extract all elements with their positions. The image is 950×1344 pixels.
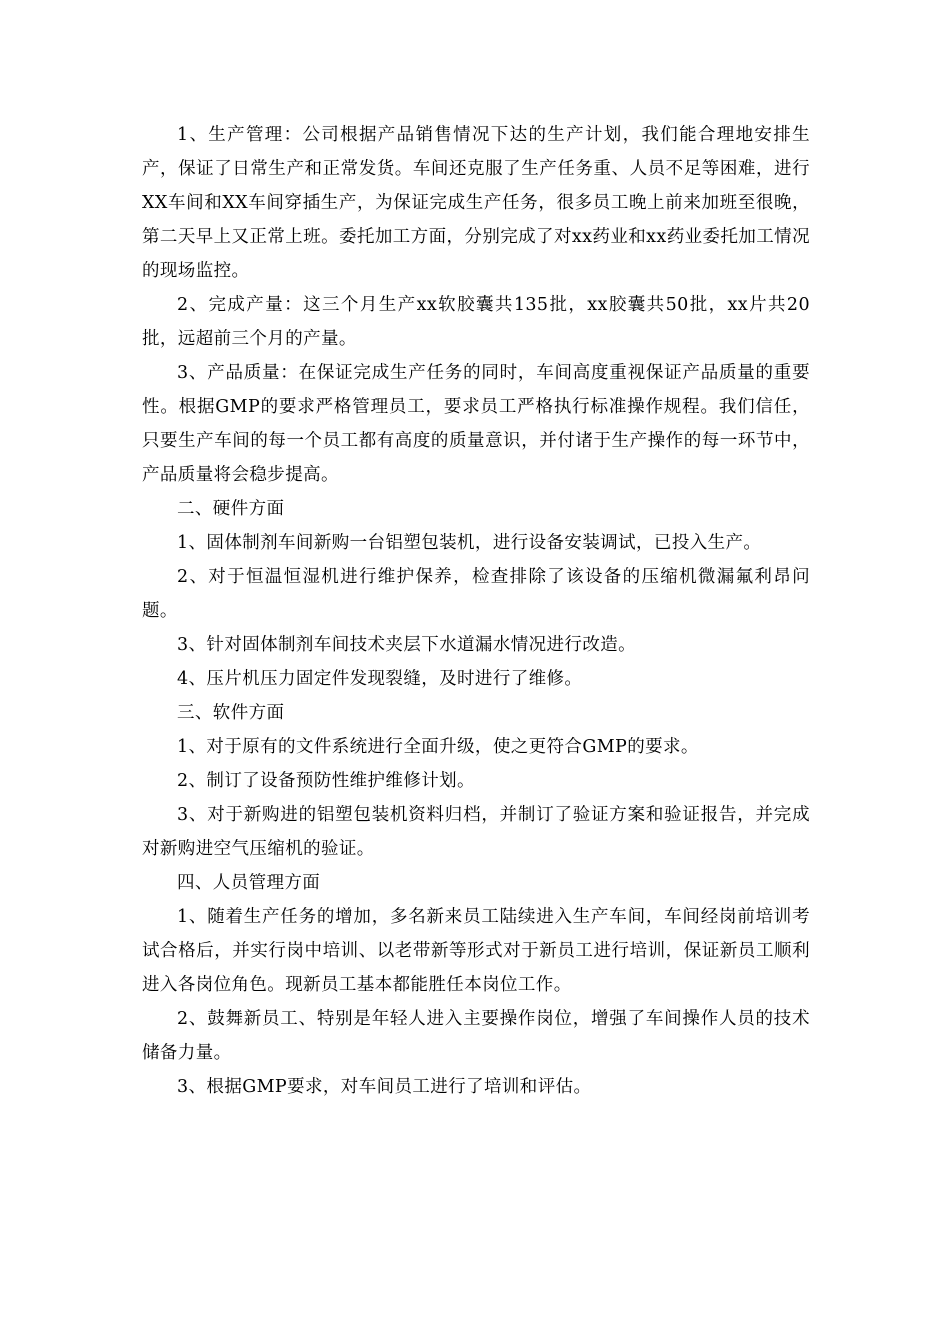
document-body bbox=[142, 118, 810, 1104]
paragraph-hardware-3: 3、针对固体制剂车间技术夹层下水道漏水情况进行改造。 bbox=[177, 635, 637, 655]
paragraph-product-quality: 3、产品质量：在保证完成生产任务的同时，车间高度重视保证产品质量的重要性。根据GMP的要求严格管理员工，要求员工严格执行标准操作规程。我们信任，只要生产车间的每一个员工都有高度的质量意识，并付诸于生产操作的每一环节中，产品质量将会稳步提高。 bbox=[142, 363, 810, 485]
paragraph-software-2: 2、制订了设备预防性维护维修计划。 bbox=[177, 771, 475, 791]
paragraph-hardware-4: 4、压片机压力固定件发现裂缝，及时进行了维修。 bbox=[177, 669, 583, 689]
paragraph-hardware-2: 2、对于恒温恒湿机进行维护保养，检查排除了该设备的压缩机微漏氟利昂问题。 bbox=[142, 567, 810, 621]
section-heading-hardware: 二、硬件方面 bbox=[177, 499, 285, 519]
paragraph-software-1: 1、对于原有的文件系统进行全面升级，使之更符合GMP的要求。 bbox=[177, 737, 699, 757]
paragraph-software-3: 3、对于新购进的铝塑包装机资料归档，并制订了验证方案和验证报告，并完成对新购进空气压缩机的验证。 bbox=[142, 805, 810, 859]
paragraph-output: 2、完成产量：这三个月生产xx软胶囊共135批，xx胶囊共50批，xx片共20批，远超前三个月的产量。 bbox=[142, 295, 810, 349]
section-heading-software: 三、软件方面 bbox=[177, 703, 285, 723]
paragraph-personnel-1: 1、随着生产任务的增加，多名新来员工陆续进入生产车间，车间经岗前培训考试合格后，并实行岗中培训、以老带新等形式对于新员工进行培训，保证新员工顺利进入各岗位角色。现新员工基本都能胜任本岗位工作。 bbox=[142, 907, 810, 995]
paragraph-hardware-1: 1、固体制剂车间新购一台铝塑包装机，进行设备安装调试，已投入生产。 bbox=[177, 533, 762, 553]
paragraph-personnel-3: 3、根据GMP要求，对车间员工进行了培训和评估。 bbox=[177, 1077, 592, 1097]
section-heading-personnel: 四、人员管理方面 bbox=[177, 873, 321, 893]
paragraph-personnel-2: 2、鼓舞新员工、特别是年轻人进入主要操作岗位，增强了车间操作人员的技术储备力量。 bbox=[142, 1009, 810, 1063]
paragraph-production-management: 1、生产管理：公司根据产品销售情况下达的生产计划，我们能合理地安排生产，保证了日常生产和正常发货。车间还克服了生产任务重、人员不足等困难，进行XX车间和XX车间穿插生产，为保证完成生产任务，很多员工晚上前来加班至很晚，第二天早上又正常上班。委托加工方面，分别完成了对xx药业和xx药业委托加工情况的现场监控。 bbox=[142, 125, 810, 281]
